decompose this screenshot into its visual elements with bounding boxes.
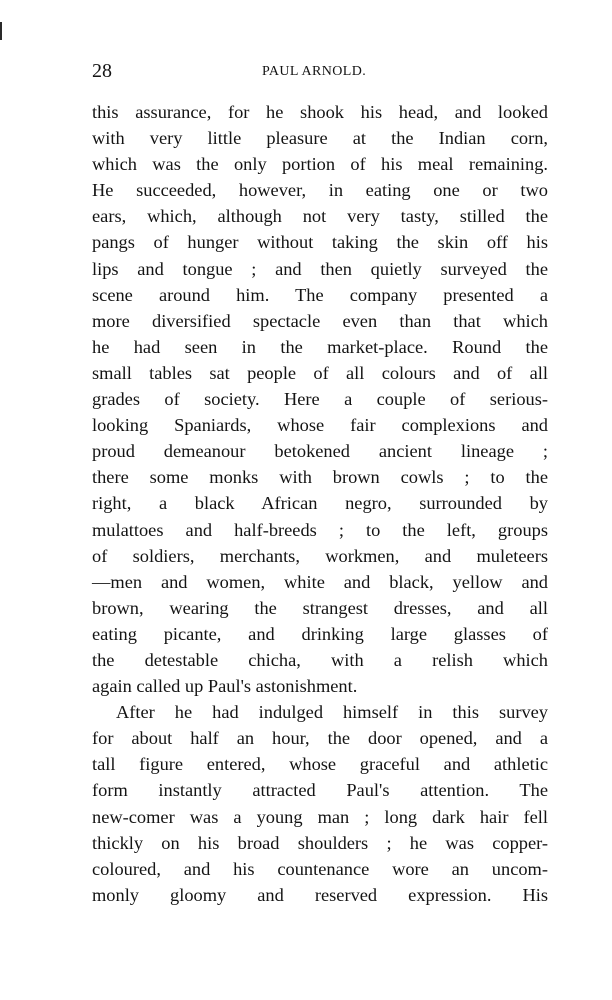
- text-line: there some monks with brown cowls ; to the: [92, 467, 548, 488]
- text-line: eating picante, and drinking large glasses of: [92, 623, 548, 644]
- text-line: right, a black African negro, surrounded by: [92, 493, 548, 514]
- page-number: 28: [92, 60, 112, 82]
- text-line: After he had indulged himself in this survey: [116, 702, 548, 723]
- text-line: ears, which, although not very tasty, stilled the: [92, 206, 548, 227]
- running-head: PAUL ARNOLD.: [262, 64, 367, 79]
- text-line: scene around him. The company presented a: [92, 284, 548, 305]
- text-line: mulattoes and half-breeds ; to the left, groups: [92, 519, 548, 540]
- text-line: brown, wearing the strangest dresses, and all: [92, 597, 548, 618]
- text-line: form instantly attracted Paul's attention. The: [92, 780, 548, 801]
- text-line: monly gloomy and reserved expression. His: [92, 884, 548, 905]
- text-line: more diversified spectacle even than that which: [92, 310, 548, 331]
- text-line: again called up Paul's astonishment.: [92, 676, 358, 697]
- paragraph-2: [92, 699, 548, 908]
- text-line: the detestable chicha, with a relish which: [92, 649, 548, 670]
- text-line: for about half an hour, the door opened, and a: [92, 728, 548, 749]
- paragraph-1: [92, 99, 548, 699]
- scan-edge-mark: [0, 22, 2, 40]
- text-line: tall figure entered, whose graceful and athletic: [92, 754, 548, 775]
- text-line: this assurance, for he shook his head, and looked: [92, 102, 548, 122]
- text-line: small tables sat people of all colours and of all: [92, 362, 548, 383]
- text-line: new-comer was a young man ; long dark hair fell: [92, 806, 548, 827]
- text-line: which was the only portion of his meal remaining.: [92, 154, 548, 175]
- text-line: pangs of hunger without taking the skin off his: [92, 232, 548, 253]
- text-line: looking Spaniards, whose fair complexions and: [92, 415, 548, 436]
- page-header: [92, 57, 548, 85]
- text-line: with very little pleasure at the Indian corn,: [92, 128, 548, 149]
- text-line: of soldiers, merchants, workmen, and muleteers: [92, 545, 548, 566]
- text-line: he had seen in the market-place. Round the: [92, 336, 548, 357]
- body-text: [92, 99, 548, 908]
- text-line: thickly on his broad shoulders ; he was copper-: [92, 832, 548, 853]
- text-line: coloured, and his countenance wore an uncom-: [92, 858, 548, 879]
- text-line: proud demeanour betokened ancient lineage ;: [92, 441, 548, 462]
- text-line: He succeeded, however, in eating one or two: [92, 180, 548, 201]
- text-line: lips and tongue ; and then quietly surveyed the: [92, 258, 548, 279]
- text-line: grades of society. Here a couple of serious-: [92, 389, 548, 410]
- text-line: —men and women, white and black, yellow and: [92, 571, 548, 592]
